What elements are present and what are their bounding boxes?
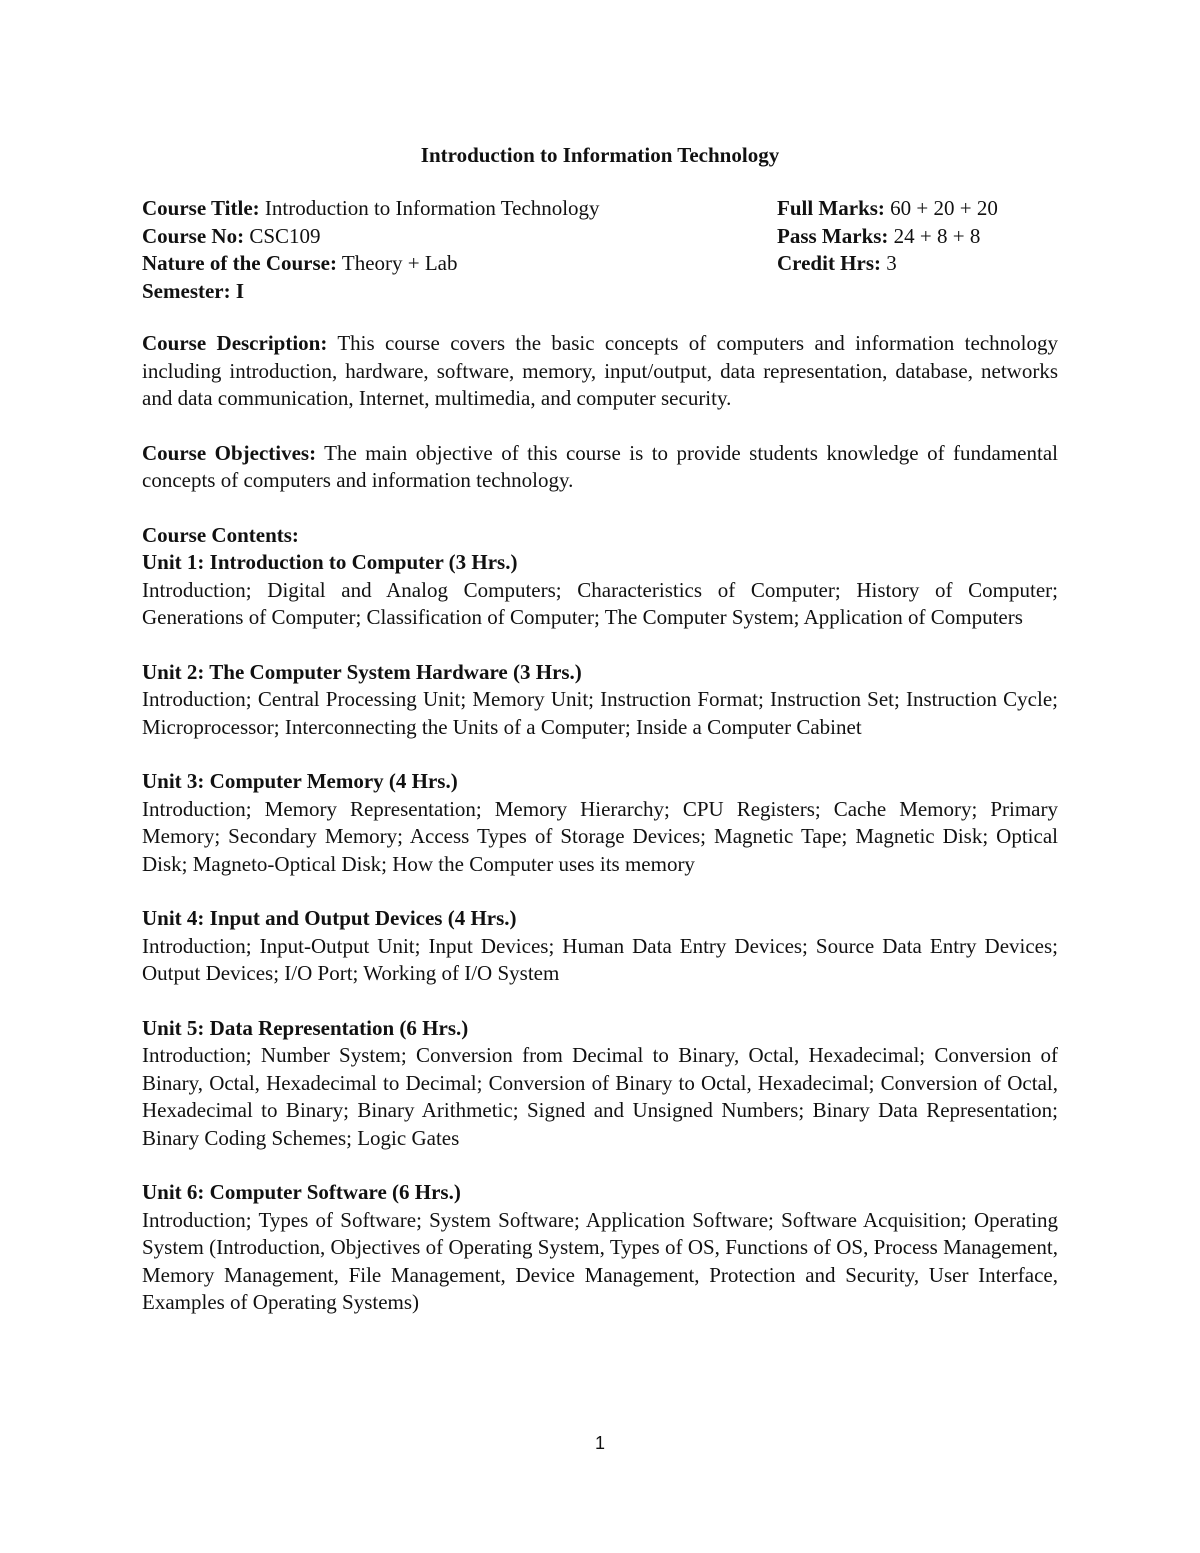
unit-section bbox=[142, 905, 1058, 988]
full-marks-label: Full Marks: bbox=[777, 196, 885, 220]
unit-heading: Unit 1: Introduction to Computer (3 Hrs.) bbox=[142, 550, 518, 574]
course-description bbox=[142, 330, 1058, 413]
full-marks-field bbox=[777, 195, 998, 223]
unit-topics: Introduction; Input-Output Unit; Input Devices; Human Data Entry Devices; Source Data Entry Devices; Output Devices; I/O Port; Working of I/O System bbox=[142, 933, 1058, 985]
credit-hrs-value: 3 bbox=[881, 251, 897, 275]
pass-marks-field bbox=[777, 223, 980, 251]
unit-section bbox=[142, 549, 1058, 632]
unit-heading: Unit 4: Input and Output Devices (4 Hrs.) bbox=[142, 906, 517, 930]
pass-marks-label: Pass Marks: bbox=[777, 223, 889, 248]
course-title-value: Introduction to Information Technology bbox=[259, 196, 600, 220]
unit-topics: Introduction; Memory Representation; Memory Hierarchy; CPU Registers; Cache Memory; Primary Memory; Secondary Memory; Access Types of Storage Devices; Magnetic Tape; Magnetic Disk; Optical Disk; Magneto-Optical Disk; How the Computer uses its memory bbox=[142, 796, 1058, 876]
unit-topics: Introduction; Types of Software; System Software; Application Software; Software Acquisition; Operating System (Introduction, Objectives of Operating System, Types of OS, Functions of OS, Process Management, Memory Management, File Management, Device Management, Protection and Security, User Interface, Examples of Operating Systems) bbox=[142, 1207, 1058, 1314]
credit-hrs-label: Credit Hrs: bbox=[777, 251, 882, 275]
unit-topics: Introduction; Number System; Conversion from Decimal to Binary, Octal, Hexadecimal; Conversion of Binary, Octal, Hexadecimal to Decimal; Conversion of Binary to Octal, Hexadecimal; Conversion of Octal, Hexadecimal to Binary; Binary Arithmetic; Signed and Unsigned Numbers; Binary Data Representation; Binary Coding Schemes; Logic Gates bbox=[142, 1043, 1058, 1150]
unit-topics: Introduction; Central Processing Unit; Memory Unit; Instruction Format; Instruction Set; Instruction Cycle; Microprocessor; Interconnecting the Units of a Computer; Inside a Computer Cabinet bbox=[142, 687, 1058, 739]
description-text: This course covers the basic concepts of computers and information technology including introduction, hardware, software, memory, input/output, data representation, database, networks and data communication, Internet, multimedia, and computer security. bbox=[142, 331, 1058, 410]
unit-section bbox=[142, 659, 1058, 742]
semester-label: Semester: bbox=[142, 278, 231, 303]
credit-hrs-field bbox=[777, 250, 897, 278]
course-no-field bbox=[142, 223, 321, 251]
objectives-text: The main objective of this course is to provide students knowledge of fundamental concepts of computers and information technology. bbox=[142, 440, 1058, 492]
semester-field bbox=[142, 278, 244, 306]
nature-field bbox=[142, 250, 458, 278]
document-title: Introduction to Information Technology bbox=[420, 143, 780, 167]
contents-heading: Course Contents: bbox=[142, 522, 299, 547]
full-marks-value: 60 + 20 + 20 bbox=[884, 196, 998, 220]
unit-heading: Unit 3: Computer Memory (4 Hrs.) bbox=[142, 769, 458, 793]
course-title-label: Course Title: bbox=[142, 196, 260, 220]
unit-heading: Unit 2: The Computer System Hardware (3 Hrs.) bbox=[142, 659, 582, 684]
meta-row-3 bbox=[142, 250, 1062, 278]
description-label: Course Description: bbox=[142, 331, 328, 355]
semester-value: I bbox=[230, 278, 245, 303]
page-number: 1 bbox=[594, 1433, 605, 1453]
course-no-value: CSC109 bbox=[244, 223, 321, 248]
course-meta bbox=[142, 195, 1062, 305]
meta-row-2 bbox=[142, 223, 1062, 251]
course-objectives bbox=[142, 440, 1058, 495]
nature-value: Theory + Lab bbox=[337, 251, 458, 275]
pass-marks-value: 24 + 8 + 8 bbox=[888, 223, 981, 248]
unit-section bbox=[142, 768, 1058, 878]
unit-heading: Unit 6: Computer Software (6 Hrs.) bbox=[142, 1180, 461, 1204]
course-title-field bbox=[142, 195, 600, 223]
unit-section bbox=[142, 1015, 1058, 1153]
objectives-label: Course Objectives: bbox=[142, 440, 317, 465]
meta-row-4 bbox=[142, 278, 1062, 306]
unit-section bbox=[142, 1179, 1058, 1317]
nature-label: Nature of the Course: bbox=[142, 251, 337, 275]
course-no-label: Course No: bbox=[142, 223, 245, 248]
unit-heading: Unit 5: Data Representation (6 Hrs.) bbox=[142, 1015, 469, 1040]
meta-row-1 bbox=[142, 195, 1062, 223]
unit-topics: Introduction; Digital and Analog Computers; Characteristics of Computer; History of Computer; Generations of Computer; Classification of Computer; The Computer System; Application of Computers bbox=[142, 577, 1058, 629]
document-body bbox=[142, 330, 1058, 1344]
